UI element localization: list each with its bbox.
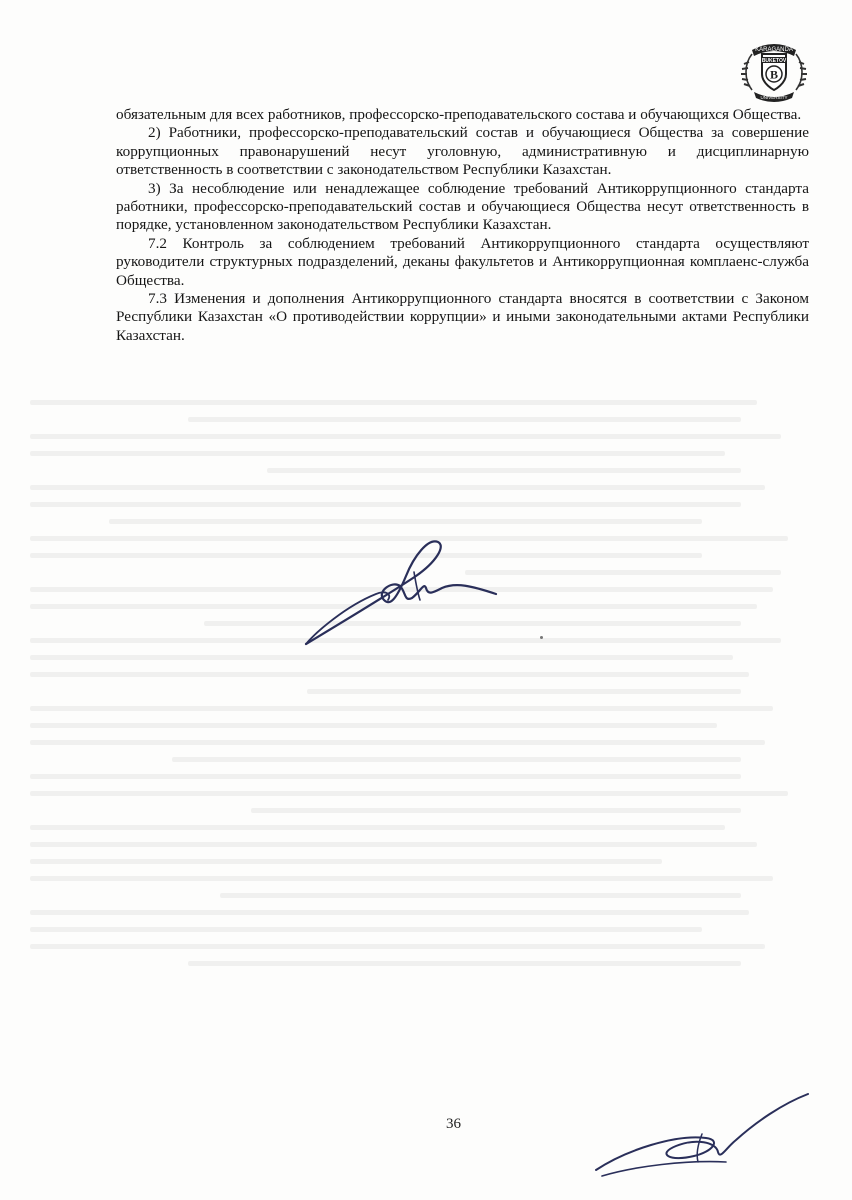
paragraph-item-3: 3) За несоблюдение или ненадлежащее соблюдение требований Антикоррупционного стандарта работники, профессорско-преподавательский состав и обучающиеся Общества несут ответственность в порядке, установленном законодательством Республики Казахстан. xyxy=(116,179,809,234)
svg-text:KARAGANDA: KARAGANDA xyxy=(755,47,793,53)
svg-text:B: B xyxy=(769,67,779,82)
bleed-through-background xyxy=(30,400,820,1140)
document-body xyxy=(116,106,809,345)
paragraph-7-2: 7.2 Контроль за соблюдением требований Антикоррупционного стандарта осуществляют руководители структурных подразделений, деканы факультетов и Антикоррупционная комплаенс-служба Общества. xyxy=(116,234,809,289)
paragraph-7-3: 7.3 Изменения и дополнения Антикоррупционного стандарта вносятся в соответствии с Законом Республики Казахстан «О противодействии коррупции» и иными законодательными актами Республики Казахстан. xyxy=(116,290,809,344)
page-number: 36 xyxy=(446,1116,461,1132)
ink-dot xyxy=(540,636,543,639)
svg-text:BUKETOV: BUKETOV xyxy=(761,58,787,64)
handwritten-signature-icon xyxy=(296,536,516,656)
university-emblem-icon xyxy=(738,40,810,104)
svg-text:UNIVERSITY: UNIVERSITY xyxy=(760,95,788,100)
paragraph-item-2: 2) Работники, профессорско-преподавательский состав и обучающиеся Общества за совершение коррупционных правонарушений несут уголовную, административную и дисциплинарную ответственность в соответствии с законодательством Республики Казахстан. xyxy=(116,124,809,179)
paragraph-continuation: обязательным для всех работников, профессорско-преподавательского состава и обучающихся Общества. xyxy=(116,106,802,123)
handwritten-initials-icon xyxy=(586,1090,816,1190)
